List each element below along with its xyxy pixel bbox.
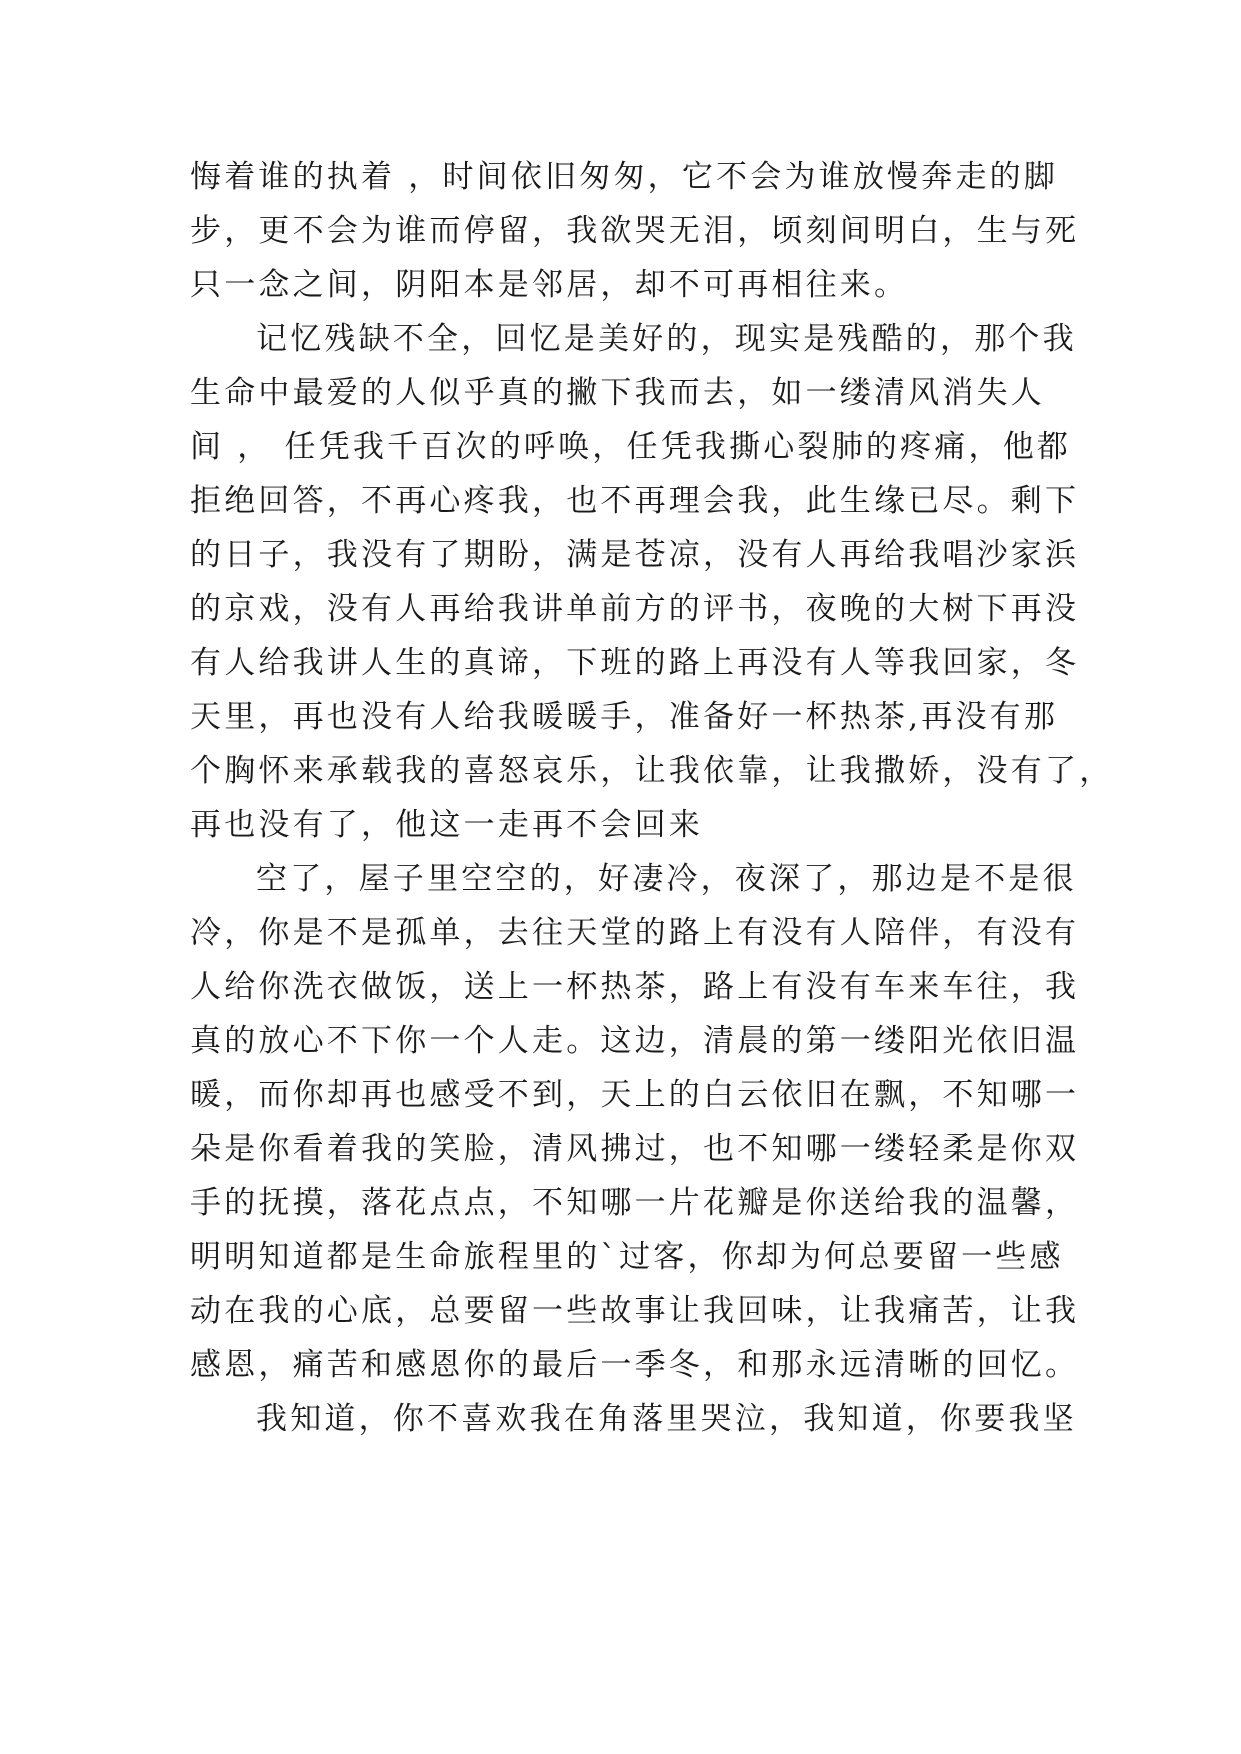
text-line: 人给你洗衣做饭，送上一杯热茶，路上有没有车来车往，我 [190,969,1080,1005]
text-line: 有人给我讲人生的真谛，下班的路上再没有人等我回家，冬 [190,645,1080,681]
text-line: 感恩，痛苦和感恩你的最后一季冬，和那永远清晰的回忆。 [190,1347,1080,1383]
text-line: 步，更不会为谁而停留，我欲哭无泪，顷刻间明白，生与死 [190,213,1080,249]
text-line: 生命中最爱的人似乎真的撇下我而去，如一缕清风消失人 [190,375,1045,411]
text-line: 手的抚摸，落花点点，不知哪一片花瓣是你送给我的温馨， [190,1185,1080,1221]
text-line: 悔着谁的执着 ，时间依旧匆匆，它不会为谁放慢奔走的脚 [190,159,1059,195]
text-line: 再也没有了，他这一走再不会回来 [190,807,703,843]
text-line: 只一念之间，阴阳本是邻居，却不可再相往来。 [190,267,909,303]
text-line: 朵是你看着我的笑脸，清风拂过，也不知哪一缕轻柔是你双 [190,1131,1080,1167]
text-line: 天里，再也没有人给我暖暖手，准备好一杯热茶,再没有那 [190,699,1059,735]
text-line: 个胸怀来承载我的喜怒哀乐，让我依靠，让我撒娇，没有了， [190,753,1114,789]
body-text [190,150,1114,1446]
text-line: 明明知道都是生命旅程里的`过客，你却为何总要留一些感 [190,1239,1064,1275]
paragraph-start-line: 空了，屋子里空空的，好凄冷，夜深了，那边是不是很 [256,861,1077,897]
text-line: 拒绝回答，不再心疼我，也不再理会我，此生缘已尽。剩下 [190,483,1080,519]
paragraph-start-line: 我知道，你不喜欢我在角落里哭泣，我知道，你要我坚 [256,1401,1077,1437]
text-line: 的日子，我没有了期盼，满是苍凉，没有人再给我唱沙家浜 [190,537,1080,573]
text-line: 的京戏，没有人再给我讲单前方的评书，夜晚的大树下再没 [190,591,1080,627]
text-line: 动在我的心底，总要留一些故事让我回味，让我痛苦，让我 [190,1293,1080,1329]
text-line: 暖，而你却再也感受不到，天上的白云依旧在飘，不知哪一 [190,1077,1080,1113]
text-line: 冷，你是不是孤单，去往天堂的路上有没有人陪伴，有没有 [190,915,1080,951]
text-line: 间 ， 任凭我千百次的呼唤，任凭我撕心裂肺的疼痛，他都 [190,429,1072,465]
paragraph-start-line: 记忆残缺不全，回忆是美好的，现实是残酷的，那个我 [256,321,1077,357]
text-line: 真的放心不下你一个人走。这边，清晨的第一缕阳光依旧温 [190,1023,1080,1059]
